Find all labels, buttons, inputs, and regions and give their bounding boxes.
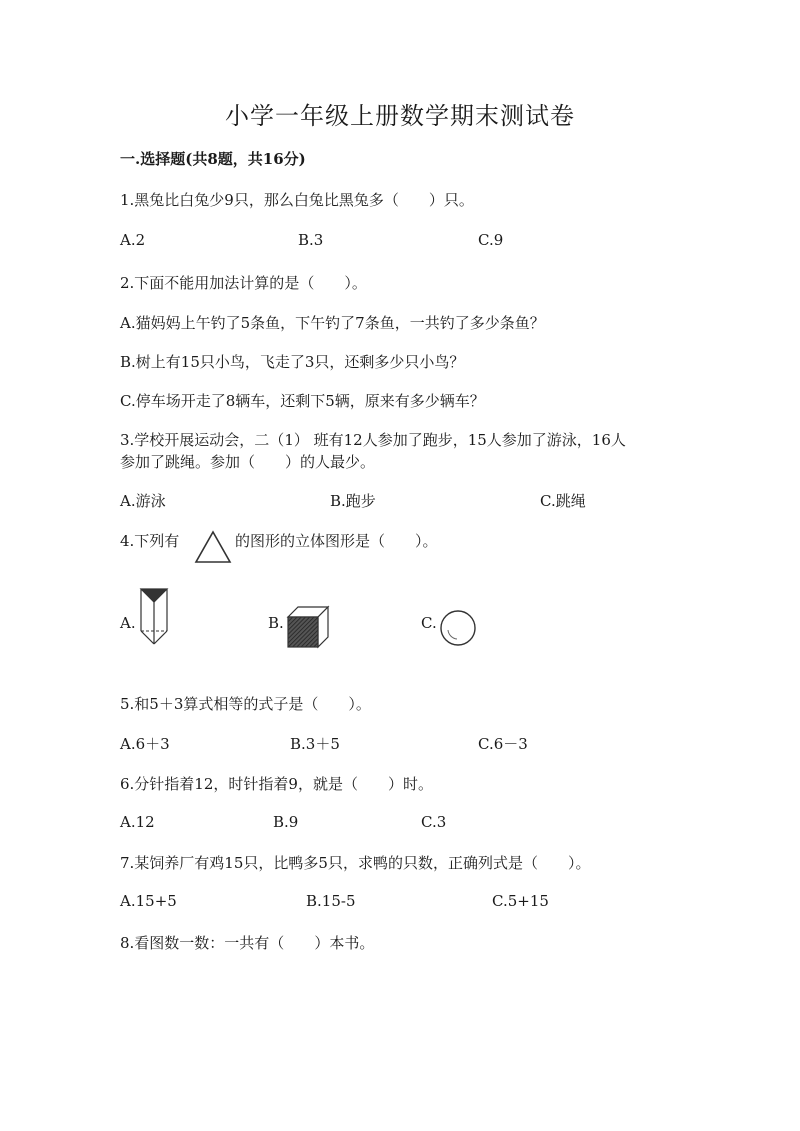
question-3-line-1: 3.学校开展运动会，二（1） 班有12人参加了跑步，15人参加了游泳，16人 [120,431,626,449]
q3-option-c: C.跳绳 [540,492,586,510]
question-3-line-2: 参加了跳绳。参加（ ）的人最少。 [120,453,376,471]
question-2: 2.下面不能用加法计算的是（ ）。 [120,274,367,292]
q5-option-a: A.6＋3 [120,735,170,753]
q6-option-c: C.3 [421,813,447,831]
question-6: 6.分针指着12，时针指着9，就是（ ）时。 [120,775,433,793]
sphere-figure [438,608,478,648]
cube-figure [285,603,331,649]
q1-option-a: A.2 [120,231,146,249]
q3-option-b: B.跑步 [330,492,376,510]
page-title: 小学一年级上册数学期末测试卷 [225,102,575,130]
q4-option-b: B. [268,614,284,632]
question-8: 8.看图数一数：一共有（ ）本书。 [120,934,375,952]
question-5: 5.和5＋3算式相等的式子是（ ）。 [120,695,371,713]
question-4-suffix: 的图形的立体图形是（ ）。 [235,532,438,550]
question-7: 7.某饲养厂有鸡15只，比鸭多5只，求鸭的只数，正确列式是（ ）。 [120,854,591,872]
q6-option-b: B.9 [273,813,299,831]
q5-option-c: C.6－3 [478,735,528,753]
question-4-prefix: 4.下列有 [120,532,180,550]
q2-option-c: C.停车场开走了8辆车，还剩下5辆，原来有多少辆车？ [120,392,485,410]
triangle-figure [193,529,233,565]
q1-option-b: B.3 [298,231,324,249]
section-heading: 一.选择题(共8题，共16分) [120,150,306,168]
q2-option-a: A.猫妈妈上午钓了5条鱼，下午钓了7条鱼，一共钓了多少条鱼？ [120,314,545,332]
q7-option-b: B.15-5 [306,892,356,910]
triangular-prism-figure [138,586,172,648]
q2-option-b: B.树上有15只小鸟，飞走了3只，还剩多少只小鸟？ [120,353,465,371]
q6-option-a: A.12 [120,813,155,831]
q7-option-c: C.5+15 [492,892,549,910]
q7-option-a: A.15+5 [120,892,177,910]
q4-option-a: A. [120,614,136,632]
q1-option-c: C.9 [478,231,504,249]
q4-option-c: C. [421,614,437,632]
q5-option-b: B.3＋5 [290,735,340,753]
q3-option-a: A.游泳 [120,492,166,510]
question-1: 1.黑兔比白兔少9只，那么白兔比黑兔多（ ）只。 [120,191,474,209]
